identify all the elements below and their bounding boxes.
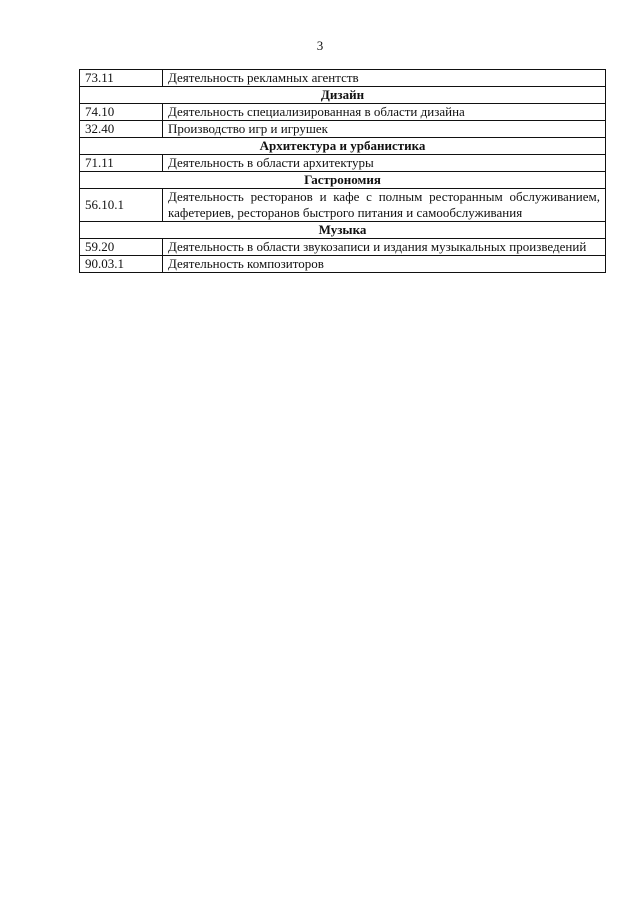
section-title: Гастрономия bbox=[80, 172, 606, 189]
table-row bbox=[80, 121, 606, 138]
section-row bbox=[80, 138, 606, 155]
section-title: Музыка bbox=[80, 222, 606, 239]
table-row bbox=[80, 70, 606, 87]
activity-description: Деятельность рекламных агентств bbox=[163, 70, 606, 87]
table-row bbox=[80, 256, 606, 273]
section-row bbox=[80, 172, 606, 189]
activity-codes-table bbox=[79, 69, 606, 273]
activity-description: Деятельность композиторов bbox=[163, 256, 606, 273]
activity-description: Производство игр и игрушек bbox=[163, 121, 606, 138]
activity-description: Деятельность в области архитектуры bbox=[163, 155, 606, 172]
section-row bbox=[80, 222, 606, 239]
activity-code: 32.40 bbox=[80, 121, 163, 138]
activity-description: Деятельность специализированная в области дизайна bbox=[163, 104, 606, 121]
table-row bbox=[80, 155, 606, 172]
section-title: Дизайн bbox=[80, 87, 606, 104]
activity-code: 73.11 bbox=[80, 70, 163, 87]
activity-code: 56.10.1 bbox=[80, 189, 163, 222]
activity-description: Деятельность в области звукозаписи и издания музыкальных произведений bbox=[163, 239, 606, 256]
section-title: Архитектура и урбанистика bbox=[80, 138, 606, 155]
activity-code: 71.11 bbox=[80, 155, 163, 172]
table-row bbox=[80, 239, 606, 256]
activity-code: 74.10 bbox=[80, 104, 163, 121]
section-row bbox=[80, 87, 606, 104]
table-row bbox=[80, 189, 606, 222]
page-number: 3 bbox=[316, 38, 324, 53]
activity-description: Деятельность ресторанов и кафе с полным ресторанным обслуживанием, кафетериев, ресторанов быстрого питания и самообслуживания bbox=[163, 189, 606, 222]
activity-code: 90.03.1 bbox=[80, 256, 163, 273]
table-row bbox=[80, 104, 606, 121]
activity-code: 59.20 bbox=[80, 239, 163, 256]
